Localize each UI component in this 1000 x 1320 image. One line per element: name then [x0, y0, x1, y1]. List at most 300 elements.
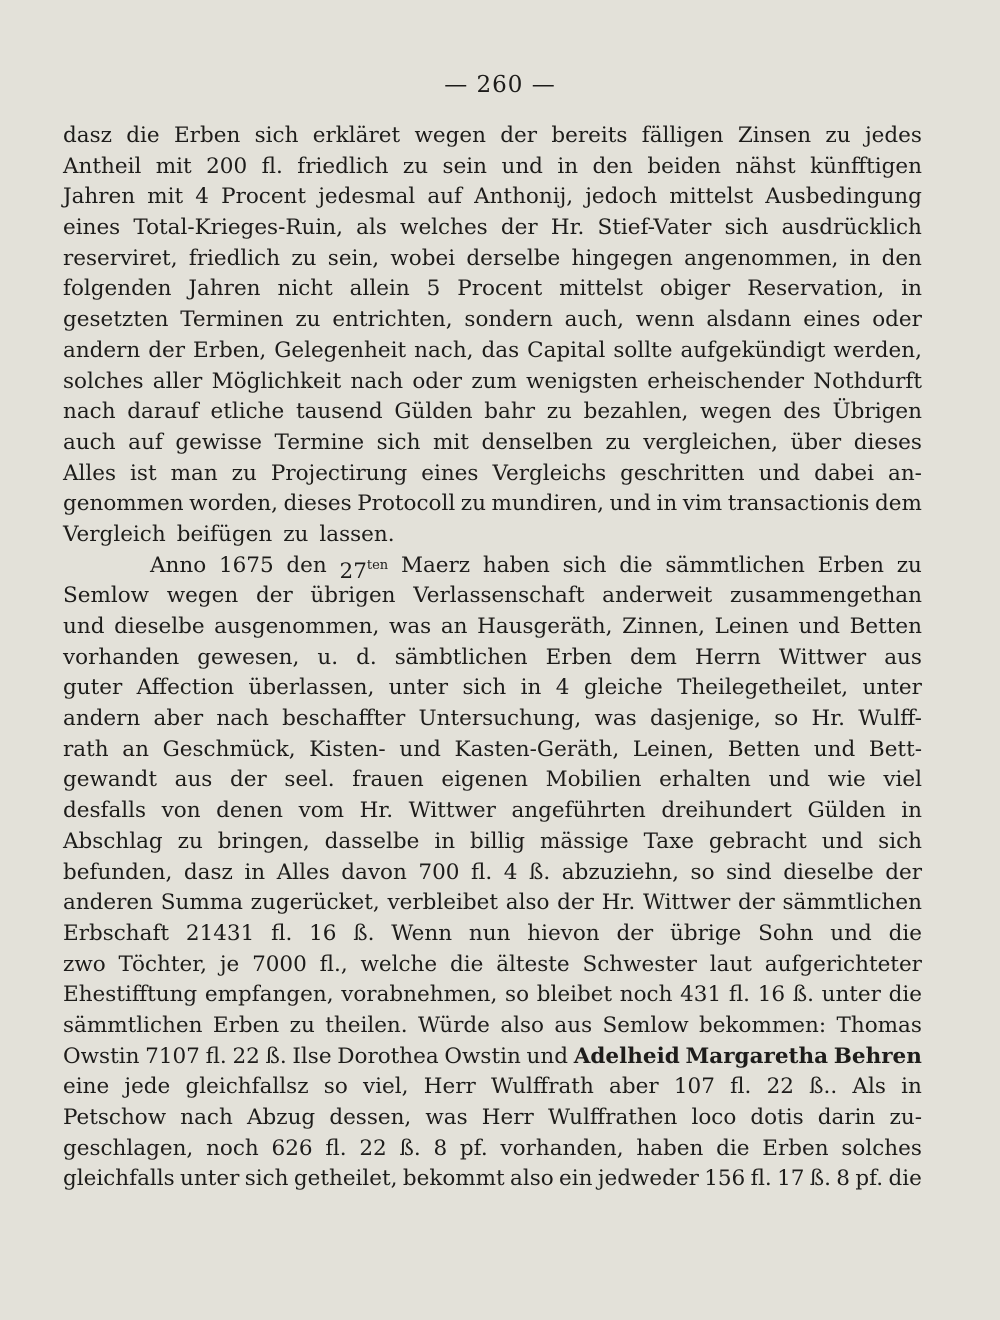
text-line: [63, 244, 922, 275]
word: aus: [554, 1012, 593, 1038]
word: aber: [609, 1074, 659, 1100]
word: mit: [155, 153, 192, 179]
word: oder: [412, 368, 463, 394]
word: friedlich: [297, 153, 389, 179]
word: fälligen: [641, 123, 724, 148]
word: die: [619, 552, 653, 578]
word: in: [656, 491, 678, 517]
word: sein: [442, 153, 488, 179]
text-line: [63, 765, 922, 796]
text-line: [63, 673, 922, 704]
word: fl.: [325, 1135, 347, 1161]
word: zum: [471, 368, 517, 394]
word: Projectirung: [270, 460, 408, 486]
word: nach: [63, 399, 116, 425]
word: unter: [180, 1166, 240, 1192]
text-line: [63, 428, 922, 459]
word: zu: [896, 552, 922, 578]
word: mittelst: [669, 184, 754, 210]
word: sich: [376, 429, 421, 455]
word: andern: [63, 706, 141, 732]
word: und: [501, 153, 543, 179]
word: obiger: [659, 276, 731, 302]
word: Übrigen: [832, 399, 922, 425]
word: erkläret: [312, 123, 401, 148]
word: Leinen: [714, 614, 789, 639]
word: in: [557, 153, 579, 179]
word: den: [286, 552, 327, 578]
word: und: [768, 767, 811, 793]
word: sich: [244, 1166, 289, 1192]
word: worden,: [189, 491, 278, 517]
word: zu: [605, 429, 631, 455]
word: in: [901, 798, 922, 824]
word: so: [690, 859, 715, 885]
word: und: [526, 1043, 569, 1069]
word: 4: [195, 184, 209, 210]
word: Behren: [833, 1043, 922, 1069]
word: welche: [360, 951, 438, 977]
word: Verlassenschaft: [413, 583, 585, 609]
word: unter: [821, 982, 881, 1008]
word: sich: [878, 828, 922, 854]
word: Wittwer: [408, 798, 496, 824]
word: ß.: [809, 1166, 831, 1192]
word: Vergleichs: [492, 460, 607, 486]
word: Sohn: [758, 920, 814, 946]
word: Abzug: [246, 1105, 316, 1130]
word: Als: [852, 1074, 886, 1100]
word: was: [388, 614, 432, 639]
word: jedesmal: [318, 184, 416, 210]
word: was: [425, 1105, 468, 1130]
body-text: [63, 121, 922, 1195]
word: Erben: [762, 1135, 829, 1161]
word: 1675: [218, 552, 274, 578]
word: nach,: [414, 337, 474, 363]
word: Dorothea: [337, 1043, 439, 1069]
word: andern: [63, 337, 141, 363]
word: sich: [724, 215, 769, 241]
word: also: [500, 1012, 544, 1038]
text-line: [63, 858, 922, 889]
word: in: [434, 828, 456, 854]
word: geschritten: [620, 460, 745, 486]
word: das: [481, 337, 520, 363]
word: alsdann: [706, 307, 792, 333]
word: und: [830, 920, 872, 946]
word: tausend: [295, 399, 383, 425]
word: Gülden: [807, 798, 886, 824]
word: bekommt: [402, 1166, 505, 1192]
word: auch: [63, 429, 116, 455]
word: vorabnehmen,: [341, 982, 498, 1008]
word: Hr.: [550, 215, 585, 241]
text-line: [63, 397, 922, 428]
word: bleibet: [536, 982, 613, 1008]
word: die: [716, 1135, 750, 1161]
word: vorhanden,: [500, 1135, 624, 1161]
word: an: [122, 736, 149, 762]
word: Leinen,: [632, 736, 715, 762]
word: vom: [298, 798, 345, 824]
word: je: [219, 951, 240, 977]
word: als: [356, 215, 387, 241]
word: Protocoll: [357, 491, 456, 517]
word: zu: [546, 399, 572, 425]
word: Erben: [817, 552, 884, 578]
word: Vergleich: [63, 521, 166, 547]
word: in: [849, 245, 871, 271]
word: Erben: [212, 1012, 280, 1038]
word: ausdrücklich: [781, 215, 922, 241]
word: nun: [468, 920, 511, 946]
word: 7107: [145, 1043, 200, 1069]
word: solches: [841, 1135, 922, 1161]
word: von: [161, 798, 201, 824]
word: Zinnen,: [622, 614, 705, 639]
word: wenigsten: [526, 368, 639, 394]
word: Wittwer: [642, 890, 731, 916]
word: Jahren: [63, 184, 136, 210]
text-line: [63, 950, 922, 981]
word: wegen: [700, 399, 772, 425]
word: fl.: [205, 1043, 227, 1069]
word: sämmtlichen: [665, 552, 805, 578]
word: haben: [482, 552, 550, 578]
text-line: [63, 827, 922, 858]
word: aus: [884, 644, 922, 670]
word: auf: [427, 184, 462, 210]
word: gleichfalls: [63, 1166, 175, 1192]
word: so: [505, 982, 530, 1008]
word: Anthonij,: [474, 184, 574, 210]
text-line: [63, 612, 922, 643]
word: seel.: [284, 767, 335, 793]
word: an: [440, 614, 468, 639]
word: eigenen: [441, 767, 528, 793]
word: erheischender: [647, 368, 804, 394]
text-line: [63, 121, 922, 152]
word: fl.,: [319, 951, 348, 977]
word: Erben: [545, 644, 612, 670]
word: aller: [152, 368, 203, 394]
word: Total-Krieges-Ruin,: [133, 215, 343, 241]
word: nach: [180, 1105, 233, 1130]
word: genommen: [63, 491, 184, 517]
word: Adelheid: [573, 1043, 680, 1069]
word: sämmtlichen: [782, 890, 922, 916]
word: 7000: [252, 951, 307, 977]
word: Herr: [423, 1074, 476, 1100]
word: 8: [836, 1166, 850, 1192]
word: was: [594, 706, 637, 732]
word: dasz: [183, 859, 233, 885]
word: und: [399, 736, 441, 762]
text-line: [63, 274, 922, 305]
word: sondern: [464, 307, 553, 333]
text-line: [63, 1011, 922, 1042]
word: eines: [63, 215, 121, 241]
word: Hr.: [359, 798, 394, 824]
word: angeführten: [511, 798, 646, 824]
word: 17: [777, 1166, 805, 1192]
word: rath: [63, 736, 109, 762]
text-line: [63, 704, 922, 735]
word: billig: [470, 828, 526, 854]
word: und: [758, 460, 801, 486]
word: wobei: [390, 245, 456, 271]
word: Geschmück,: [162, 736, 296, 762]
word: über: [790, 429, 842, 455]
text-line: [63, 182, 922, 213]
text-line: [63, 489, 922, 520]
word: sich: [462, 675, 507, 701]
text-line: [63, 888, 922, 919]
word: lassen.: [319, 521, 395, 547]
word: guter: [63, 675, 123, 701]
text-line: [63, 305, 922, 336]
word: werden,: [833, 337, 922, 363]
text-line: [63, 919, 922, 950]
word: angenommen,: [684, 245, 839, 271]
word: wenn: [635, 307, 695, 333]
word: 4: [503, 859, 518, 885]
word: bringen,: [217, 828, 310, 854]
word: Owstin: [444, 1043, 521, 1069]
text-line: [63, 152, 922, 183]
word: Theilegetheilet,: [677, 675, 849, 701]
word: dieses: [283, 491, 352, 517]
word: viel,: [363, 1074, 409, 1100]
text-line: [63, 1164, 922, 1195]
word: etliche: [210, 399, 285, 425]
word: erhalten: [659, 767, 751, 793]
word: Wittwer: [778, 644, 867, 670]
word: und: [63, 614, 105, 639]
word: getheilet,: [293, 1166, 398, 1192]
word: Procent: [457, 276, 543, 302]
word: also: [510, 1166, 554, 1192]
word: ß.: [529, 859, 551, 885]
word: anderweit: [602, 583, 713, 609]
word: vorhanden: [63, 644, 180, 670]
word: die: [888, 920, 922, 946]
word: so: [774, 706, 799, 732]
word: die: [888, 982, 922, 1008]
word: Kisten-: [309, 736, 386, 762]
word: 21431: [185, 920, 255, 946]
word: bereits: [551, 123, 628, 148]
word: und: [813, 736, 856, 762]
word: theilen.: [325, 1012, 408, 1038]
word: künfftigen: [810, 153, 922, 179]
text-line: [63, 551, 922, 582]
word: Hausgeräth,: [477, 614, 613, 639]
word: Schwester: [582, 951, 697, 977]
word: noch: [619, 982, 673, 1008]
word: Semlow: [63, 583, 150, 609]
word: ist: [130, 460, 157, 486]
word: und: [821, 828, 864, 854]
word: 16: [309, 920, 337, 946]
text-line: [63, 1072, 922, 1103]
word: in: [901, 1074, 922, 1100]
word: laut: [709, 951, 752, 977]
word: dieselbe: [114, 614, 205, 639]
word: hievon: [527, 920, 600, 946]
word: und: [609, 491, 651, 517]
word: zugerücket,: [250, 890, 380, 916]
word: befunden,: [63, 859, 173, 885]
word: in: [901, 276, 922, 302]
word: viel: [883, 767, 922, 793]
word: Thomas: [836, 1012, 922, 1038]
word: mittelst: [559, 276, 643, 302]
word: Terminen: [180, 307, 284, 333]
word: ß.: [792, 982, 814, 1008]
word: die: [449, 951, 484, 977]
word: Herr: [481, 1105, 534, 1130]
word: zu: [283, 521, 309, 547]
word: eines: [421, 460, 479, 486]
word: anderen: [63, 890, 153, 916]
word: Maerz: [400, 552, 471, 578]
word: Untersuchung,: [418, 706, 582, 732]
word: zu: [295, 307, 321, 333]
word: entrichten,: [332, 307, 453, 333]
word: dotis: [750, 1105, 804, 1130]
word: dieselbe: [783, 859, 874, 885]
word: vergleichen,: [643, 429, 778, 455]
word: der: [229, 767, 267, 793]
word: Herrn: [694, 644, 761, 670]
word: fl.: [261, 153, 283, 179]
word: geschlagen,: [63, 1135, 194, 1161]
word: oder: [872, 307, 922, 333]
word: auf: [128, 429, 163, 455]
word: Nothdurft: [813, 368, 922, 394]
word: u.: [317, 644, 339, 670]
word: jedweder: [597, 1166, 699, 1192]
word: bahr: [484, 399, 535, 425]
word: nicht: [277, 276, 333, 302]
word: zu: [177, 828, 203, 854]
word: ß.: [399, 1135, 421, 1161]
word: Ilse: [292, 1043, 332, 1069]
word: 16: [757, 982, 786, 1008]
word: fl.: [271, 920, 293, 946]
word: aus: [174, 767, 213, 793]
word: pf.: [855, 1166, 884, 1192]
word: der: [148, 337, 186, 363]
word: sich: [254, 123, 299, 148]
word: bezahlen,: [583, 399, 689, 425]
text-line: [63, 1103, 922, 1134]
word: sich: [562, 552, 607, 578]
word: Jahren: [188, 276, 261, 302]
word: gewisse: [175, 429, 262, 455]
word: dieses: [853, 429, 922, 455]
word: dem: [874, 491, 922, 517]
word: frauen: [352, 767, 424, 793]
word: die: [888, 1166, 922, 1192]
word: Alles: [276, 859, 330, 885]
word: die: [126, 123, 160, 148]
word: dasselbe: [324, 828, 420, 854]
word: d.: [356, 644, 377, 670]
word: denselben: [481, 429, 593, 455]
word: sämbtlichen: [394, 644, 528, 670]
word: Antheil: [63, 153, 142, 179]
word: nähst: [735, 153, 796, 179]
word: Reservation,: [747, 276, 885, 302]
word: der: [885, 859, 922, 885]
word: transactionis: [727, 491, 870, 517]
word: unter: [862, 675, 922, 701]
word: aufgerichteter: [764, 951, 922, 977]
word: aber: [153, 706, 204, 732]
word: Gelegenheit: [274, 337, 407, 363]
word: allein: [349, 276, 410, 302]
word: Wenn: [391, 920, 453, 946]
text-line: [63, 796, 922, 827]
word: älteste: [496, 951, 570, 977]
word: 22: [232, 1043, 260, 1069]
text-line: [63, 1134, 922, 1165]
word: des: [783, 399, 821, 425]
word: loco: [691, 1105, 737, 1130]
word: denen: [216, 798, 284, 824]
word: Erbschaft: [63, 920, 170, 946]
word: der: [500, 215, 538, 241]
word: eine: [63, 1074, 110, 1100]
word: an-: [888, 460, 922, 486]
word: Summa: [160, 890, 243, 916]
word: der: [616, 920, 654, 946]
word: jedoch: [585, 184, 658, 210]
word: sämmtlichen: [63, 1012, 203, 1038]
word: 626: [271, 1135, 313, 1161]
word: sein,: [327, 245, 380, 271]
word: hingegen: [571, 245, 673, 271]
word: wegen: [414, 123, 486, 148]
word: der: [255, 583, 293, 609]
word: derselbe: [466, 245, 561, 271]
word: zu: [291, 245, 317, 271]
word: übrigen: [310, 583, 396, 609]
word: ß.: [265, 1043, 287, 1069]
word: pf.: [459, 1135, 488, 1161]
word: noch: [206, 1135, 259, 1161]
word: der: [557, 890, 594, 916]
word: Semlow: [602, 1012, 689, 1038]
word: mundiren,: [491, 491, 604, 517]
word: Erben: [173, 123, 241, 148]
text-line: [63, 213, 922, 244]
word: gewesen,: [197, 644, 300, 670]
word: mit: [147, 184, 184, 210]
word: dessen,: [329, 1105, 412, 1130]
word: Hr.: [601, 890, 636, 916]
word: und: [798, 614, 840, 639]
word: der: [737, 890, 775, 916]
word: gleichfallsz: [185, 1074, 309, 1100]
word: dabei: [814, 460, 875, 486]
word: ein: [559, 1166, 593, 1192]
word: zusammengethan: [729, 583, 922, 609]
text-line: [63, 581, 922, 612]
